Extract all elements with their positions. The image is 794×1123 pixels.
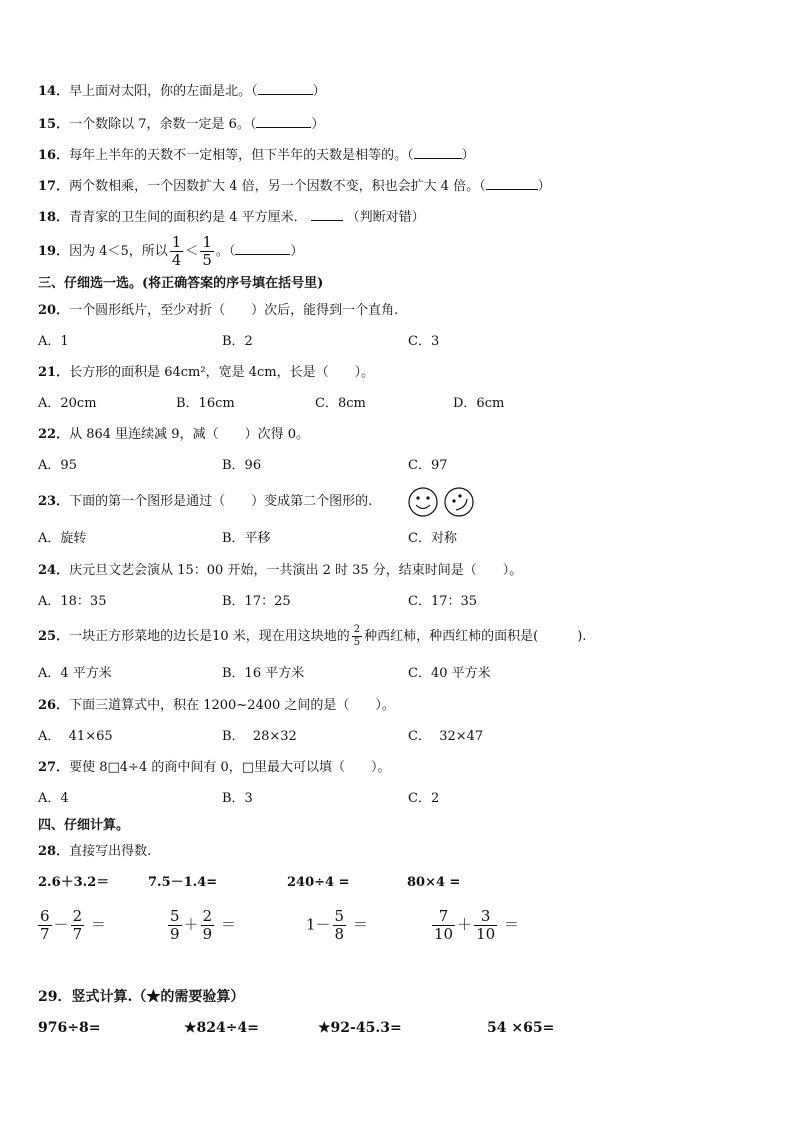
smiley-face-icon <box>409 488 437 516</box>
section-4-heading: 四、仔细计算。 <box>38 818 130 833</box>
option-a[interactable]: A．4 <box>38 791 69 806</box>
question-text: 两个数相乘，一个因数扩大 4 倍，另一个因数不变，积也会扩大 4 倍。（ <box>69 179 486 194</box>
question-text: 下面的第一个图形是通过（ ）变成第二个图形的. <box>69 494 373 509</box>
numerator: 5 <box>334 907 345 925</box>
calc-item: 240÷4 = <box>287 875 350 890</box>
option-c[interactable]: C．40 平方米 <box>408 666 491 681</box>
question-text: 长方形的面积是 64cm²，宽是 4cm，长是（ ）。 <box>69 365 375 380</box>
equals-sign: ＝ <box>503 915 519 934</box>
equals-sign: ＝ <box>352 915 368 934</box>
numerator: 2 <box>353 624 361 635</box>
option-a[interactable]: A．18：35 <box>38 594 107 609</box>
fraction-two-fifths <box>352 625 362 648</box>
question-14 <box>38 82 326 101</box>
calc-item: 80×4 = <box>407 875 461 890</box>
option-b[interactable]: B．17：25 <box>222 594 291 609</box>
question-16 <box>38 146 475 165</box>
paren-close: ） <box>461 148 475 163</box>
paren-close: ） <box>290 244 304 259</box>
rotated-smiley-face-icon <box>445 488 473 516</box>
option-b[interactable]: B．96 <box>222 458 262 473</box>
question-20 <box>38 302 398 320</box>
operand: 1－ <box>306 915 331 934</box>
question-15 <box>38 115 324 134</box>
question-number: 29． <box>38 989 72 1005</box>
section-3-heading: 三、仔细选一选。(将正确答案的序号填在括号里) <box>38 276 324 291</box>
question-text: 早上面对太阳，你的左面是北。（ <box>69 84 258 99</box>
option-a[interactable]: A．20cm <box>38 396 97 411</box>
option-c[interactable]: C．对称 <box>408 531 457 546</box>
denominator: 10 <box>476 925 496 943</box>
question-number: 17． <box>38 179 70 194</box>
denominator: 8 <box>334 925 345 943</box>
option-b[interactable]: B． 28×32 <box>222 729 297 744</box>
option-b[interactable]: B．3 <box>222 791 253 806</box>
numerator: 2 <box>72 907 83 925</box>
question-text: 庆元旦文艺会演从 15：00 开始，一共演出 2 时 35 分，结束时间是（ ）。 <box>69 563 523 578</box>
question-text: 直接写出得数. <box>69 844 152 859</box>
fraction <box>38 909 52 942</box>
fraction-expression-4 <box>430 909 519 942</box>
question-number: 27． <box>38 760 70 775</box>
fraction-expression-1 <box>36 909 106 942</box>
question-number: 15． <box>38 117 70 132</box>
question-text: 因为 4＜5，所以 <box>69 244 168 259</box>
question-number: 21． <box>38 365 70 380</box>
question-19 <box>38 234 303 270</box>
smiley-figures <box>408 485 476 519</box>
fraction-one-fifth <box>200 235 214 268</box>
question-text: 从 864 里连续减 9，减（ ）次得 0。 <box>69 427 309 442</box>
question-18 <box>38 208 425 227</box>
option-a[interactable]: A．旋转 <box>38 531 87 546</box>
question-number: 18． <box>38 210 70 225</box>
option-d[interactable]: D．6cm <box>453 396 505 411</box>
question-number: 20． <box>38 303 70 318</box>
question-21 <box>38 364 374 382</box>
option-b[interactable]: B．16cm <box>176 396 235 411</box>
question-number: 16． <box>38 148 70 163</box>
equals-sign: ＝ <box>220 915 236 934</box>
fraction-one-quarter <box>170 235 184 268</box>
question-17 <box>38 177 551 196</box>
denominator: 5 <box>353 637 361 648</box>
answer-blank[interactable] <box>256 115 311 128</box>
question-text: 一块正方形菜地的边长是10 米，现在用这块地的 <box>69 629 350 644</box>
question-text: 要使 8□4÷4 的商中间有 0，□里最大可以填（ ）。 <box>69 760 391 775</box>
option-c[interactable]: C．3 <box>408 334 440 349</box>
question-number: 19． <box>38 244 70 259</box>
question-text-end: 种西红柿，种西红柿的面积是( ). <box>364 629 587 644</box>
calc-item: ★92-45.3= <box>318 1020 402 1036</box>
answer-blank[interactable] <box>311 208 343 221</box>
answer-blank[interactable] <box>258 82 313 95</box>
question-text: 下面三道算式中，积在 1200~2400 之间的是（ ）。 <box>69 698 395 713</box>
question-29 <box>38 988 244 1006</box>
denominator: 7 <box>72 925 83 943</box>
option-c[interactable]: C．17：35 <box>408 594 478 609</box>
option-b[interactable]: B．2 <box>222 334 253 349</box>
option-a[interactable]: A． 41×65 <box>38 729 113 744</box>
question-28 <box>38 843 151 861</box>
denominator: 7 <box>40 925 50 943</box>
operator: ＋ <box>457 915 473 934</box>
operator: ＋ <box>183 915 199 934</box>
answer-blank[interactable] <box>414 146 462 159</box>
paren-close: ） <box>312 84 326 99</box>
question-27 <box>38 759 391 777</box>
option-c[interactable]: C．2 <box>408 791 440 806</box>
fraction <box>474 909 497 942</box>
question-22 <box>38 426 309 444</box>
option-b[interactable]: B．16 平方米 <box>222 666 305 681</box>
question-text: 一个圆形纸片，至少对折（ ）次后，能得到一个直角. <box>69 303 399 318</box>
paren-open: 。（ <box>215 244 236 259</box>
calc-item: 54 ×65= <box>487 1020 555 1036</box>
question-number: 28． <box>38 844 70 859</box>
numerator: 3 <box>474 909 497 926</box>
denominator: 9 <box>170 925 180 943</box>
fraction <box>168 909 182 942</box>
question-number: 25． <box>38 629 70 644</box>
calc-item: 976÷8= <box>38 1020 101 1036</box>
numerator: 2 <box>202 907 213 925</box>
denominator: 10 <box>434 925 454 943</box>
question-number: 24． <box>38 563 70 578</box>
numerator: 1 <box>202 233 212 251</box>
option-c[interactable]: C．8cm <box>315 396 366 411</box>
option-c[interactable]: C．97 <box>408 458 448 473</box>
fraction-expression-3 <box>306 909 368 942</box>
denominator: 5 <box>202 251 212 269</box>
question-25 <box>38 620 586 654</box>
operator: － <box>53 915 69 934</box>
calc-item: 7.5－1.4= <box>148 875 218 890</box>
question-text: 一个数除以 7，余数一定是 6。（ <box>69 117 257 132</box>
numerator: 7 <box>432 909 455 926</box>
question-text: 每年上半年的天数不一定相等，但下半年的天数是相等的。（ <box>69 148 414 163</box>
question-24 <box>38 562 522 580</box>
denominator: 4 <box>171 251 182 269</box>
numerator: 1 <box>171 233 182 251</box>
fraction-expression-2 <box>166 909 236 942</box>
fraction <box>71 909 85 942</box>
fraction <box>201 909 215 942</box>
denominator: 9 <box>202 925 213 943</box>
paren-close: ） <box>537 179 551 194</box>
option-a[interactable]: A．95 <box>38 458 77 473</box>
question-number: 14． <box>38 84 70 99</box>
judge-note: （判断对错） <box>346 210 425 225</box>
calc-item: 2.6＋3.2＝ <box>38 875 110 890</box>
question-23 <box>38 493 372 511</box>
fraction <box>333 909 347 942</box>
paren-close: ） <box>311 117 325 132</box>
option-a[interactable]: A．1 <box>38 334 69 349</box>
numerator: 6 <box>40 907 50 925</box>
numerator: 5 <box>170 907 180 925</box>
question-number: 23． <box>38 494 70 509</box>
fraction <box>432 909 455 942</box>
option-b[interactable]: B．平移 <box>222 531 271 546</box>
option-a[interactable]: A．4 平方米 <box>38 666 112 681</box>
equals-sign: ＝ <box>90 915 106 934</box>
question-number: 26． <box>38 698 70 713</box>
question-text: 竖式计算.（★的需要验算） <box>71 989 245 1005</box>
answer-blank[interactable] <box>486 177 538 190</box>
answer-blank[interactable] <box>235 242 290 255</box>
question-text: 青青家的卫生间的面积约是 4 平方厘米． <box>69 210 307 225</box>
option-c[interactable]: C． 32×47 <box>408 729 484 744</box>
less-than-sign: ＜ <box>185 244 199 259</box>
calc-item: ★824÷4= <box>184 1020 259 1036</box>
question-26 <box>38 697 395 715</box>
question-number: 22． <box>38 427 70 442</box>
